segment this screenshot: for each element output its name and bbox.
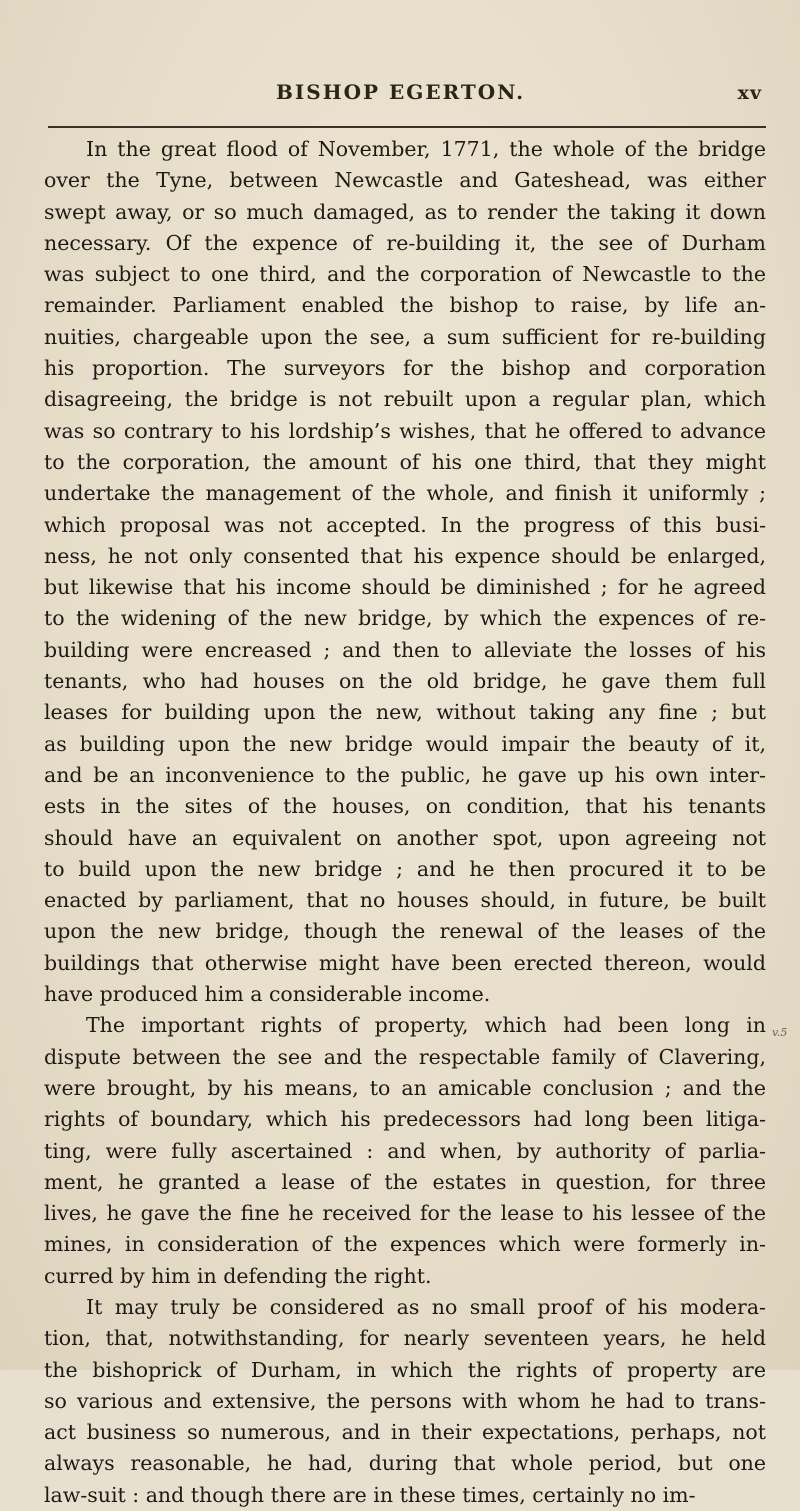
text-line: lives, he gave the fine he received for the lease to his lessee of the — [44, 1201, 766, 1226]
text-line: ests in the sites of the houses, on condition, that his tenants — [44, 794, 766, 819]
body-text — [44, 134, 766, 1511]
text-line: over the Tyne, between Newcastle and Gateshead, was either — [44, 168, 766, 193]
text-line: ment, he granted a lease of the estates in question, for three — [44, 1169, 766, 1194]
page-number: xv — [737, 82, 762, 104]
text-line: was so contrary to his lordship’s wishes, that he offered to advance — [44, 418, 766, 443]
text-line: curred by him in defending the right. — [44, 1263, 432, 1288]
text-line: so various and extensive, the persons with whom he had to trans- — [44, 1388, 766, 1413]
text-line: ness, he not only consented that his expence should be enlarged, — [44, 543, 766, 568]
running-head-title: BISHOP EGERTON. — [276, 80, 526, 104]
text-line: dispute between the see and the respectable family of Clavering, — [44, 1044, 766, 1069]
text-line: It may truly be considered as no small proof of his modera- — [86, 1294, 766, 1319]
text-line: the bishoprick of Durham, in which the rights of property are — [44, 1357, 766, 1382]
text-line: In the great flood of November, 1771, the whole of the bridge — [86, 137, 766, 161]
text-line: enacted by parliament, that no houses should, in future, be built — [44, 888, 766, 913]
text-line: to build upon the new bridge ; and he then procured it to be — [44, 856, 766, 881]
header-rule — [48, 126, 766, 128]
paragraph — [44, 1010, 766, 1292]
text-line: remainder. Parliament enabled the bishop to raise, by life an- — [44, 293, 766, 318]
text-line: upon the new bridge, though the renewal of the leases of the — [44, 919, 766, 944]
text-line: were brought, by his means, to an amicable conclusion ; and the — [44, 1075, 766, 1100]
text-line: leases for building upon the new, without taking any fine ; but — [44, 700, 766, 725]
text-line: The important rights of property, which had been long in — [86, 1013, 766, 1038]
text-line: disagreeing, the bridge is not rebuilt upon a regular plan, which — [44, 387, 766, 412]
text-line: necessary. Of the expence of re-building it, the see of Durham — [44, 230, 766, 255]
text-line: his proportion. The surveyors for the bishop and corporation — [44, 356, 766, 381]
text-line: have produced him a considerable income. — [44, 982, 491, 1007]
paragraph — [44, 134, 766, 1010]
text-line: undertake the management of the whole, and finish it uniformly ; — [44, 481, 766, 506]
text-line: mines, in consideration of the expences which were formerly in- — [44, 1232, 766, 1257]
text-line: as building upon the new bridge would impair the beauty of it, — [44, 731, 766, 756]
text-line: to the corporation, the amount of his one third, that they might — [44, 449, 766, 474]
paragraph — [44, 1292, 766, 1511]
text-line: but likewise that his income should be diminished ; for he agreed — [44, 575, 766, 600]
running-head — [60, 80, 766, 116]
text-line: tenants, who had houses on the old bridge, he gave them full — [44, 669, 766, 694]
text-line: swept away, or so much damaged, as to render the taking it down — [44, 199, 766, 224]
text-line: and be an inconvenience to the public, he gave up his own inter- — [44, 762, 766, 787]
text-line: law-suit : and though there are in these times, certainly no im- — [44, 1482, 696, 1507]
text-line: tion, that, notwithstanding, for nearly seventeen years, he held — [44, 1326, 766, 1351]
text-line: rights of boundary, which his predecessors had long been litiga- — [44, 1107, 766, 1132]
text-line: act business so numerous, and in their expectations, perhaps, not — [44, 1420, 766, 1445]
text-line: which proposal was not accepted. In the progress of this busi- — [44, 512, 766, 537]
margin-note: v.5 — [772, 1026, 788, 1039]
text-line: buildings that otherwise might have been erected thereon, would — [44, 950, 766, 975]
text-line: to the widening of the new bridge, by which the expences of re- — [44, 606, 766, 631]
text-line: should have an equivalent on another spot, upon agreeing not — [44, 825, 766, 850]
text-line: nuities, chargeable upon the see, a sum sufficient for re-building — [44, 324, 766, 349]
text-line: always reasonable, he had, during that whole period, but one — [44, 1451, 766, 1476]
text-line: ting, were fully ascertained : and when, by authority of parlia- — [44, 1138, 766, 1163]
text-line: building were encreased ; and then to alleviate the losses of his — [44, 637, 766, 662]
text-line: was subject to one third, and the corporation of Newcastle to the — [44, 262, 766, 287]
